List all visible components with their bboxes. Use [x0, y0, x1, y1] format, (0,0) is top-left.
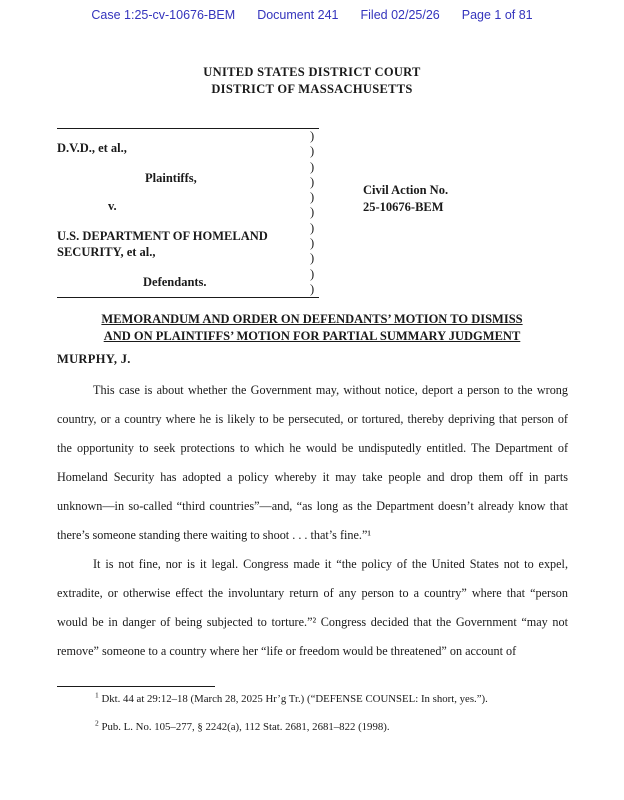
footnote-2-text: Pub. L. No. 105–277, § 2242(a), 112 Stat. 2681, 2681–822 (1998). — [98, 721, 390, 733]
footnote-2-marker: 2 — [95, 718, 99, 728]
judge-name: MURPHY, J. — [57, 352, 131, 366]
versus: v. — [108, 199, 117, 213]
defendant-name-line1: U.S. DEPARTMENT OF HOMELAND — [57, 229, 268, 243]
plaintiff-role: Plaintiffs, — [145, 171, 197, 185]
page-count: Page 1 of 81 — [461, 8, 533, 22]
civil-action-number: 25-10676-BEM — [363, 200, 444, 214]
case-number: Case 1:25-cv-10676-BEM — [91, 8, 236, 22]
footnote-separator-rule — [57, 686, 215, 687]
footnote-1-text: Dkt. 44 at 29:12–18 (March 28, 2025 Hr’g Tr.) (“DEFENSE COUNSEL: In short, yes.”). — [98, 693, 488, 705]
order-title-line2: AND ON PLAINTIFFS’ MOTION FOR PARTIAL SUMMARY JUDGMENT — [103, 329, 521, 343]
body-paragraph-2: It is not fine, nor is it legal. Congress made it “the policy of the United States not to expel, extradite, or otherwise effect the involuntary return of any person to a country” where that “person would be in danger of being subjected to torture.”² Congress decided that the Government “may not remove” someone to a country where her “life or freedom would be threatened” on account of — [57, 557, 568, 658]
defendant-role: Defendants. — [143, 275, 207, 289]
footnote-1-marker: 1 — [95, 690, 99, 700]
court-heading — [0, 64, 624, 98]
footnote-2 — [57, 720, 568, 734]
defendant-name-line2: SECURITY, et al., — [57, 245, 156, 259]
footnote-1 — [57, 692, 568, 706]
ecf-stamp-header — [0, 8, 624, 22]
civil-action-block — [363, 182, 448, 216]
court-name: UNITED STATES DISTRICT COURT — [203, 65, 421, 79]
filed-date: Filed 02/25/26 — [360, 8, 440, 22]
plaintiff-name: D.V.D., et al., — [57, 141, 127, 155]
case-caption — [57, 128, 319, 298]
court-district: DISTRICT OF MASSACHUSETTS — [211, 82, 413, 96]
order-title — [0, 311, 624, 345]
order-title-line1: MEMORANDUM AND ORDER ON DEFENDANTS’ MOTION TO DISMISS — [101, 312, 523, 326]
civil-action-label: Civil Action No. — [363, 183, 449, 197]
opinion-body — [57, 376, 568, 666]
caption-paren-divider: ) ) ) ) ) ) ) ) ) ) ) — [310, 129, 315, 296]
body-paragraph-1: This case is about whether the Government may, without notice, deport a person to the wrong country, or a country where he is likely to be persecuted, or tortured, thereby depriving that person of the opportunity to seek protections to which he would be undisputedly entitled. The Department of Homeland Security has adopted a policy whereby it may take people and drop them off in parts unknown—in so-called “third countries”—and, “as long as the Department doesn’t already know that there’s someone standing there waiting to shoot . . . that’s fine.”¹ — [57, 383, 568, 542]
document-number: Document 241 — [257, 8, 339, 22]
